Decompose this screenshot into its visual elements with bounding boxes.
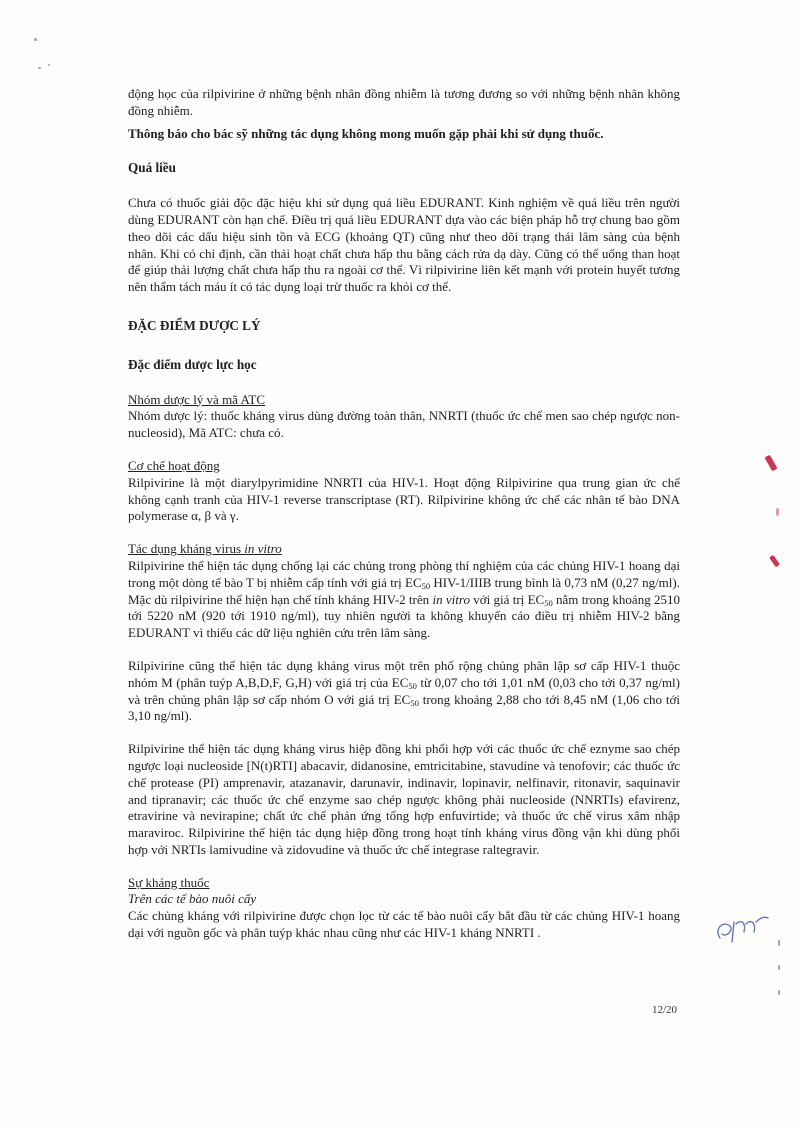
invitro-paragraph-1: [128, 558, 680, 642]
overdose-paragraph: Chưa có thuốc giải độc đặc hiệu khi sử dụng quá liều EDURANT. Kinh nghiệm về quá liều trên người dùng EDURANT còn hạn chế. Điều trị quá liều EDURANT dựa vào các biện pháp hỗ trợ chung bao gồm theo dõi các dấu hiệu sinh tồn và ECG (khoảng QT) cũng như theo dõi trạng thái lâm sàng của bệnh nhân. Khi có chỉ định, cần thải hoạt chất chưa hấp thu bằng cách rửa dạ dày. Cũng có thể uống than hoạt để giúp thải lượng chất chưa hấp thu ra ngoài cơ thể. Vì rilpivirine liên kết mạnh với protein huyết tương nên thẩm tách máu ít có tác dụng loại trừ thuốc ra khỏi cơ thể.: [128, 195, 680, 295]
scan-speck: [34, 38, 37, 41]
drug-group-paragraph: Nhóm dược lý: thuốc kháng virus dùng đường toàn thân, NNRTI (thuốc ức chế men sao chép ngược non-nucleosid), Mã ATC: chưa có.: [128, 408, 680, 441]
mechanism-paragraph: Rilpivirine là một diarylpyrimidine NNRTI của HIV-1. Hoạt động Rilpivirine qua trung gian ức chế không cạnh tranh của HIV-1 reverse transcriptase (RT). Rilpivirine không ức chế các nhân tế bào DNA polymerase α, β và γ.: [128, 474, 680, 524]
text-run: từ 0,07 cho tới 1,01 nM (0,03 cho tới 0,37 ng/ml) và trên chủng phân lập sơ cấp nhóm O với giá trị EC: [128, 674, 681, 707]
adverse-effects-notice: Thông báo cho bác sỹ những tác dụng không mong muốn gặp phải khi sử dụng thuốc.: [128, 125, 604, 141]
scan-speck: [778, 965, 780, 970]
subscript-50: 50: [408, 680, 417, 691]
paragraph-continued: động học của rilpivirine ở những bệnh nhân đồng nhiễm là tương đương so với những bệnh nhân không đồng nhiễm.: [128, 86, 680, 118]
invitro-title-text: Tác dụng kháng virus: [128, 541, 245, 557]
scan-speck: [38, 67, 41, 69]
pharmacology-heading: ĐẶC ĐIỂM DƯỢC LÝ: [128, 317, 261, 333]
text-run: nằm trong khoảng 2510 tới 5220 nM (920 tới 1910 ng/ml), tuy nhiên người ta không khuyến cáo điều trị nhiễm HIV-2 bằng EDURANT vì thiếu các dữ liệu nghiên cứu trên lâm sàng.: [128, 591, 681, 641]
cell-culture-subheading: Trên các tế bào nuôi cấy: [128, 891, 257, 907]
resistance-subheading: Sự kháng thuốc: [128, 874, 210, 890]
scan-speck: [778, 940, 780, 946]
scan-speck: [778, 990, 780, 995]
subscript-50: 50: [544, 597, 553, 608]
mechanism-subheading: Cơ chế hoạt động: [128, 457, 220, 473]
subscript-50: 50: [421, 580, 431, 591]
cell-culture-paragraph: Các chủng kháng với rilpivirine được chọn lọc từ các tế bào nuôi cấy bắt đầu từ các chủng HIV-1 hoang dại với nguồn gốc và phân tuýp khác nhau cũng như các HIV-1 kháng NNRTI .: [128, 908, 680, 941]
text-run: trong khoảng 2,88 cho tới 8,45 nM (1,06 cho tới 3,10 ng/ml).: [128, 691, 680, 724]
text-run: với giá trị EC: [469, 591, 545, 607]
invitro-subheading: [128, 541, 680, 558]
handwritten-initials-icon: [712, 908, 772, 954]
drug-group-subheading: Nhóm dược lý và mã ATC: [128, 391, 266, 407]
text-run: Rilpivirine cũng thể hiện tác dụng kháng virus một trên phổ rộng chủng phân lập sơ cấp HIV-1 thuộc nhóm M (phân tuýp A,B,D,F, G,H) với giá trị của EC: [128, 657, 680, 690]
page-number: 12/20: [652, 1004, 678, 1016]
text-run: Rilpivirine thể hiện tác dụng chống lại các chủng trong phòng thí nghiệm của các chủng HIV-1 hoang dại trong một dòng tế bào T bị nhiễm cấp tính với giá trị EC: [128, 557, 680, 590]
scan-speck: [48, 64, 50, 66]
invitro-title-italic: in vitro: [244, 541, 282, 557]
text-run: HIV-1/IIIB trung bình là 0,73 nM (0,27 ng/ml). Mặc dù rilpivirine thể hiện hạn chế tính kháng HIV-2 trên: [128, 574, 680, 607]
invitro-paragraph-2: [128, 658, 680, 725]
pharmacodynamics-heading: Đặc điểm dược lực học: [128, 356, 257, 372]
margin-stamp-mark: [776, 508, 779, 516]
overdose-heading: Quá liều: [128, 160, 176, 176]
margin-stamp-mark: [764, 455, 777, 472]
subscript-50: 50: [410, 697, 419, 708]
document-page: [128, 86, 680, 942]
text-run-italic: in vitro: [432, 591, 470, 607]
margin-stamp-mark: [769, 555, 780, 568]
invitro-paragraph-3: Rilpivirine thể hiện tác dụng kháng virus hiệp đồng khi phối hợp với các thuốc ức chế eznyme sao chép ngược loại nucleoside [N(t)RTI] abacavir, didanosine, emtricitabine, stavudine và tenofovir; các thuốc ức chế protease (PI) amprenavir, atazanavir, darunavir, indinavir, lopinavir, nelfinavir, ritonavir, saquinavir and tipranavir; các thuốc ức chế enzyme sao chép ngược không phải nucleoside (NNRTIs) efavirenz, etravirine và nevirapine; chất ức chế phản ứng tổng hợp enfuvirtide; và thuốc ức chế virus xâm nhập maraviroc. Rilpivirine thể hiện tác dụng hiệp đồng trong hoạt tính kháng virus đồng vận khi dùng phối hợp với NRTIs lamivudine và zidovudine và thuốc ức chế integrase raltegravir.: [128, 741, 680, 857]
